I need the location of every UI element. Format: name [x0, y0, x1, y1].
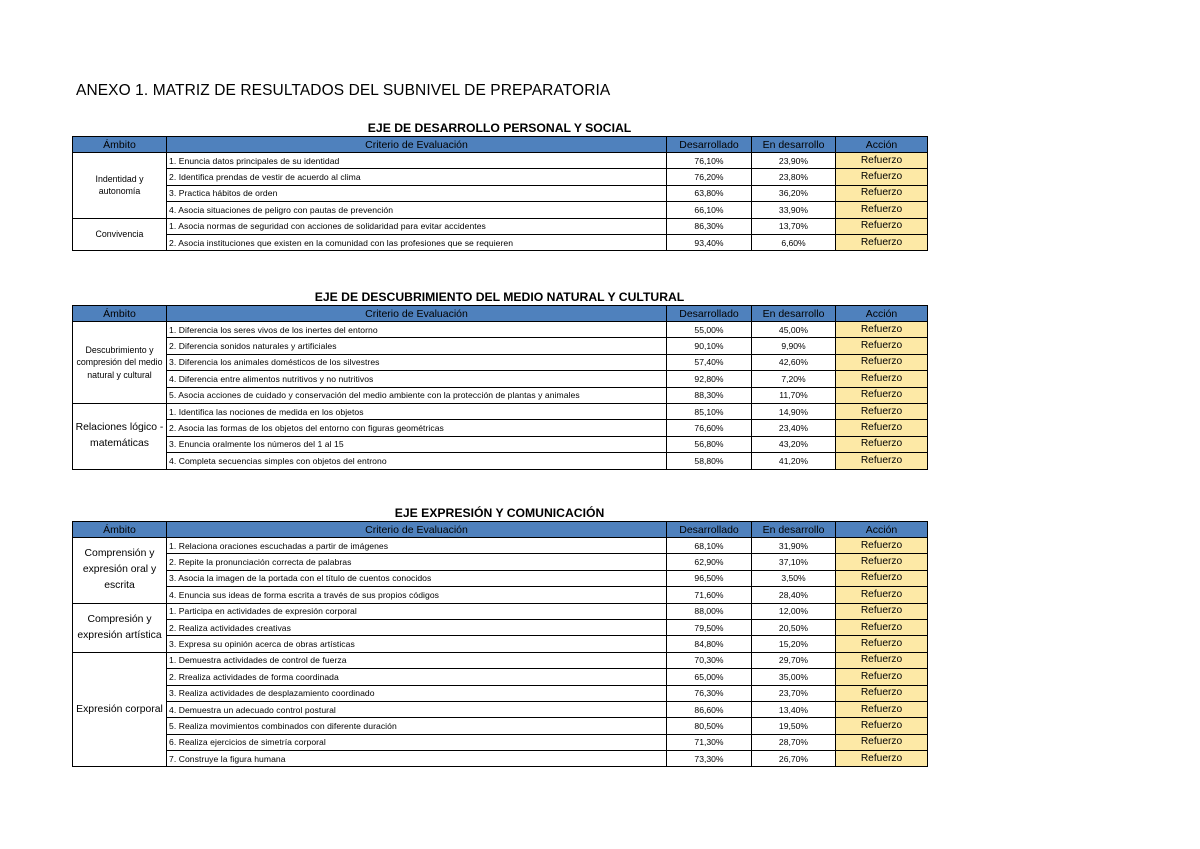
- table-row: [73, 218, 928, 234]
- accion-cell: Refuerzo: [836, 685, 928, 701]
- criterio-cell: 2. Rrealiza actividades de forma coordinada: [167, 669, 667, 685]
- en-desarrollo-cell: 23,40%: [752, 420, 836, 436]
- criterio-cell: 2. Realiza actividades creativas: [167, 619, 667, 635]
- en-desarrollo-cell: 26,70%: [752, 751, 836, 767]
- table-row: [73, 619, 928, 635]
- accion-cell: Refuerzo: [836, 420, 928, 436]
- desarrollado-cell: 86,60%: [667, 701, 752, 717]
- section-descubrimiento: [72, 289, 927, 470]
- accion-cell: Refuerzo: [836, 371, 928, 387]
- criterio-cell: 1. Diferencia los seres vivos de los inertes del entorno: [167, 322, 667, 338]
- accion-cell: Refuerzo: [836, 734, 928, 750]
- criterio-cell: 2. Asocia instituciones que existen en la comunidad con las profesiones que se requieren: [167, 234, 667, 250]
- table-row: [73, 387, 928, 403]
- desarrollado-cell: 71,30%: [667, 734, 752, 750]
- en-desarrollo-cell: 45,00%: [752, 322, 836, 338]
- en-desarrollo-cell: 29,70%: [752, 652, 836, 668]
- table-row: [73, 322, 928, 338]
- en-desarrollo-cell: 6,60%: [752, 234, 836, 250]
- section-title: EJE DE DESCUBRIMIENTO DEL MEDIO NATURAL Y CULTURAL: [314, 290, 685, 304]
- criterio-cell: 4. Asocia situaciones de peligro con pautas de prevención: [167, 202, 667, 218]
- accion-cell: Refuerzo: [836, 169, 928, 185]
- criterio-cell: 4. Completa secuencias simples con objetos del entrono: [167, 453, 667, 469]
- desarrollado-cell: 55,00%: [667, 322, 752, 338]
- header-desarrollado: Desarrollado: [667, 137, 752, 153]
- criterio-cell: 2. Identifica prendas de vestir de acuerdo al clima: [167, 169, 667, 185]
- accion-cell: Refuerzo: [836, 619, 928, 635]
- en-desarrollo-cell: 13,70%: [752, 218, 836, 234]
- header-desarrollado: Desarrollado: [667, 306, 752, 322]
- desarrollado-cell: 80,50%: [667, 718, 752, 734]
- desarrollado-cell: 57,40%: [667, 354, 752, 370]
- table-row: [73, 701, 928, 717]
- table-row: [73, 185, 928, 201]
- en-desarrollo-cell: 23,80%: [752, 169, 836, 185]
- criterio-cell: 2. Asocia las formas de los objetos del entorno con figuras geométricas: [167, 420, 667, 436]
- results-table: [72, 521, 928, 767]
- en-desarrollo-cell: 9,90%: [752, 338, 836, 354]
- header-desarrollado: Desarrollado: [667, 522, 752, 538]
- en-desarrollo-cell: 28,70%: [752, 734, 836, 750]
- table-row: [73, 436, 928, 452]
- table-row: [73, 718, 928, 734]
- en-desarrollo-cell: 23,90%: [752, 153, 836, 169]
- table-row: [73, 734, 928, 750]
- accion-cell: Refuerzo: [836, 636, 928, 652]
- results-table: [72, 305, 928, 470]
- desarrollado-cell: 92,80%: [667, 371, 752, 387]
- desarrollado-cell: 85,10%: [667, 403, 752, 419]
- ambito-cell: Expresión corporal: [73, 652, 167, 767]
- en-desarrollo-cell: 28,40%: [752, 587, 836, 603]
- criterio-cell: 4. Demuestra un adecuado control postural: [167, 701, 667, 717]
- desarrollado-cell: 88,30%: [667, 387, 752, 403]
- table-row: [73, 587, 928, 603]
- section-expresion: [72, 505, 927, 767]
- desarrollado-cell: 56,80%: [667, 436, 752, 452]
- table-row: [73, 669, 928, 685]
- desarrollado-cell: 76,30%: [667, 685, 752, 701]
- table-row: [73, 338, 928, 354]
- en-desarrollo-cell: 41,20%: [752, 453, 836, 469]
- table-row: [73, 570, 928, 586]
- criterio-cell: 1. Relaciona oraciones escuchadas a partir de imágenes: [167, 538, 667, 554]
- accion-cell: Refuerzo: [836, 587, 928, 603]
- desarrollado-cell: 63,80%: [667, 185, 752, 201]
- table-row: [73, 652, 928, 668]
- criterio-cell: 4. Enuncia sus ideas de forma escrita a través de sus propios códigos: [167, 587, 667, 603]
- accion-cell: Refuerzo: [836, 153, 928, 169]
- header-criterio: Criterio de Evaluación: [167, 137, 667, 153]
- en-desarrollo-cell: 14,90%: [752, 403, 836, 419]
- table-row: [73, 403, 928, 419]
- accion-cell: Refuerzo: [836, 554, 928, 570]
- en-desarrollo-cell: 36,20%: [752, 185, 836, 201]
- section-title: EJE EXPRESIÓN Y COMUNICACIÓN: [394, 506, 605, 520]
- accion-cell: Refuerzo: [836, 202, 928, 218]
- desarrollado-cell: 79,50%: [667, 619, 752, 635]
- header-ambito: Ámbito: [73, 306, 167, 322]
- section-title: EJE DE DESARROLLO PERSONAL Y SOCIAL: [367, 121, 632, 135]
- table-row: [73, 453, 928, 469]
- desarrollado-cell: 96,50%: [667, 570, 752, 586]
- table-row: [73, 685, 928, 701]
- ambito-cell: Relaciones lógico - matemáticas: [73, 403, 167, 469]
- table-header-row: [73, 306, 928, 322]
- criterio-cell: 4. Diferencia entre alimentos nutritivos y no nutritivos: [167, 371, 667, 387]
- criterio-cell: 3. Practica hábitos de orden: [167, 185, 667, 201]
- ambito-cell: Descubrimiento y compresión del medio natural y cultural: [73, 322, 167, 404]
- ambito-cell: Indentidad y autonomía: [73, 153, 167, 219]
- accion-cell: Refuerzo: [836, 387, 928, 403]
- accion-cell: Refuerzo: [836, 436, 928, 452]
- accion-cell: Refuerzo: [836, 570, 928, 586]
- desarrollado-cell: 70,30%: [667, 652, 752, 668]
- header-ambito: Ámbito: [73, 137, 167, 153]
- desarrollado-cell: 71,60%: [667, 587, 752, 603]
- header-criterio: Criterio de Evaluación: [167, 306, 667, 322]
- results-table: [72, 136, 928, 251]
- en-desarrollo-cell: 43,20%: [752, 436, 836, 452]
- desarrollado-cell: 76,60%: [667, 420, 752, 436]
- table-row: [73, 169, 928, 185]
- table-row: [73, 636, 928, 652]
- en-desarrollo-cell: 12,00%: [752, 603, 836, 619]
- accion-cell: Refuerzo: [836, 453, 928, 469]
- desarrollado-cell: 66,10%: [667, 202, 752, 218]
- criterio-cell: 3. Enuncia oralmente los números del 1 al 15: [167, 436, 667, 452]
- table-row: [73, 603, 928, 619]
- criterio-cell: 2. Repite la pronunciación correcta de palabras: [167, 554, 667, 570]
- en-desarrollo-cell: 13,40%: [752, 701, 836, 717]
- header-ambito: Ámbito: [73, 522, 167, 538]
- criterio-cell: 1. Enuncia datos principales de su identidad: [167, 153, 667, 169]
- ambito-cell: Comprensión y expresión oral y escrita: [73, 538, 167, 604]
- en-desarrollo-cell: 11,70%: [752, 387, 836, 403]
- accion-cell: Refuerzo: [836, 403, 928, 419]
- accion-cell: Refuerzo: [836, 538, 928, 554]
- accion-cell: Refuerzo: [836, 218, 928, 234]
- document-title: ANEXO 1. MATRIZ DE RESULTADOS DEL SUBNIVEL DE PREPARATORIA: [76, 82, 611, 99]
- criterio-cell: 5. Asocia acciones de cuidado y conservación del medio ambiente con la protección de plantas y animales: [167, 387, 667, 403]
- header-accion: Acción: [836, 306, 928, 322]
- header-en-desarrollo: En desarrollo: [752, 306, 836, 322]
- en-desarrollo-cell: 20,50%: [752, 619, 836, 635]
- table-header-row: [73, 522, 928, 538]
- header-accion: Acción: [836, 522, 928, 538]
- accion-cell: Refuerzo: [836, 338, 928, 354]
- criterio-cell: 3. Expresa su opinión acerca de obras artísticas: [167, 636, 667, 652]
- table-row: [73, 538, 928, 554]
- desarrollado-cell: 58,80%: [667, 453, 752, 469]
- desarrollado-cell: 73,30%: [667, 751, 752, 767]
- desarrollado-cell: 65,00%: [667, 669, 752, 685]
- ambito-cell: Convivencia: [73, 218, 167, 251]
- criterio-cell: 7. Construye la figura humana: [167, 751, 667, 767]
- table-row: [73, 554, 928, 570]
- en-desarrollo-cell: 19,50%: [752, 718, 836, 734]
- en-desarrollo-cell: 35,00%: [752, 669, 836, 685]
- criterio-cell: 1. Participa en actividades de expresión corporal: [167, 603, 667, 619]
- accion-cell: Refuerzo: [836, 701, 928, 717]
- section-desarrollo-personal: [72, 120, 927, 251]
- criterio-cell: 5. Realiza movimientos combinados con diferente duración: [167, 718, 667, 734]
- desarrollado-cell: 93,40%: [667, 234, 752, 250]
- desarrollado-cell: 88,00%: [667, 603, 752, 619]
- accion-cell: Refuerzo: [836, 718, 928, 734]
- desarrollado-cell: 84,80%: [667, 636, 752, 652]
- table-row: [73, 371, 928, 387]
- criterio-cell: 1. Identifica las nociones de medida en los objetos: [167, 403, 667, 419]
- ambito-cell: Compresión y expresión artística: [73, 603, 167, 652]
- accion-cell: Refuerzo: [836, 354, 928, 370]
- criterio-cell: 2. Diferencia sonidos naturales y artificiales: [167, 338, 667, 354]
- table-header-row: [73, 137, 928, 153]
- table-row: [73, 751, 928, 767]
- criterio-cell: 1. Demuestra actividades de control de fuerza: [167, 652, 667, 668]
- en-desarrollo-cell: 37,10%: [752, 554, 836, 570]
- header-en-desarrollo: En desarrollo: [752, 522, 836, 538]
- criterio-cell: 3. Asocia la imagen de la portada con el título de cuentos conocidos: [167, 570, 667, 586]
- desarrollado-cell: 62,90%: [667, 554, 752, 570]
- table-row: [73, 234, 928, 250]
- table-row: [73, 420, 928, 436]
- accion-cell: Refuerzo: [836, 322, 928, 338]
- criterio-cell: 6. Realiza ejercicios de simetría corporal: [167, 734, 667, 750]
- accion-cell: Refuerzo: [836, 234, 928, 250]
- accion-cell: Refuerzo: [836, 669, 928, 685]
- accion-cell: Refuerzo: [836, 751, 928, 767]
- en-desarrollo-cell: 7,20%: [752, 371, 836, 387]
- en-desarrollo-cell: 33,90%: [752, 202, 836, 218]
- criterio-cell: 3. Realiza actividades de desplazamiento coordinado: [167, 685, 667, 701]
- criterio-cell: 1. Asocia normas de seguridad con acciones de solidaridad para evitar accidentes: [167, 218, 667, 234]
- desarrollado-cell: 86,30%: [667, 218, 752, 234]
- accion-cell: Refuerzo: [836, 185, 928, 201]
- en-desarrollo-cell: 23,70%: [752, 685, 836, 701]
- header-criterio: Criterio de Evaluación: [167, 522, 667, 538]
- criterio-cell: 3. Diferencia los animales domésticos de los silvestres: [167, 354, 667, 370]
- en-desarrollo-cell: 15,20%: [752, 636, 836, 652]
- table-row: [73, 354, 928, 370]
- table-row: [73, 202, 928, 218]
- header-en-desarrollo: En desarrollo: [752, 137, 836, 153]
- accion-cell: Refuerzo: [836, 603, 928, 619]
- desarrollado-cell: 76,20%: [667, 169, 752, 185]
- header-accion: Acción: [836, 137, 928, 153]
- en-desarrollo-cell: 31,90%: [752, 538, 836, 554]
- en-desarrollo-cell: 3,50%: [752, 570, 836, 586]
- table-row: [73, 153, 928, 169]
- accion-cell: Refuerzo: [836, 652, 928, 668]
- desarrollado-cell: 68,10%: [667, 538, 752, 554]
- desarrollado-cell: 76,10%: [667, 153, 752, 169]
- desarrollado-cell: 90,10%: [667, 338, 752, 354]
- en-desarrollo-cell: 42,60%: [752, 354, 836, 370]
